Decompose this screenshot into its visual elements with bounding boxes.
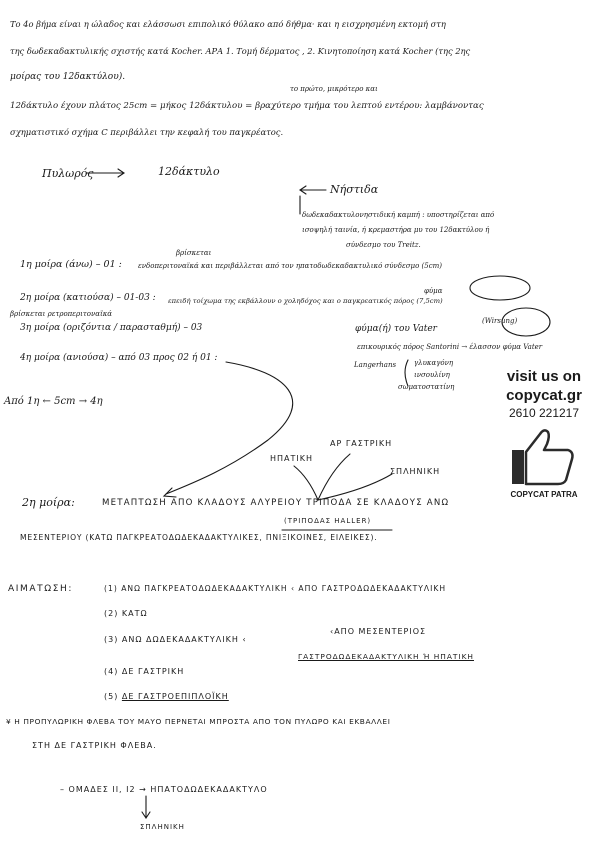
intro-line-4: το πρώτο, μικρότερο και	[290, 85, 378, 93]
intro-line-3: μοίρας του 12δακτύλου).	[10, 72, 126, 82]
ampulla-label: φύμα(ή) του Vater	[355, 324, 437, 334]
copycat-stamp	[488, 368, 595, 508]
jejunum-note-2: ισοψηλή ταινία, ή κρεμαστήρα μυ του 12δακτύλου ή	[302, 226, 490, 234]
supply-text-3: ΑΝΩ ΔΩΔΕΚΑΔΑΚΤΥΛΙΚΗ ‹	[121, 635, 247, 644]
stamp-phone: 2610 221217	[508, 406, 580, 420]
part1-text: ενδοπεριτοναϊκά και περιβάλλεται από τον ηπατοδωδεκαδακτυλικό σύνδεσμο (5cm)	[138, 262, 443, 270]
jejunum-note-3: σύνδεσμο του Treitz.	[346, 241, 421, 249]
wirsung-note: (Wirsung)	[482, 317, 518, 325]
supply-num-5: 5	[108, 692, 115, 701]
supply-text-2: ΚΑΤΩ	[121, 609, 148, 618]
haller-note: (ΤΡΙΠΟΔΑΣ HALLER)	[284, 517, 372, 525]
thumbs-up-icon	[510, 428, 576, 486]
supply-item-5: (5) ΔΕ ΓΑΣΤΡΟΕΠΙΠΛΟΪΚΗ	[104, 692, 229, 701]
part4-label: 4η μοίρα (ανιούσα) – από 03 προς 02 ή 01 :	[20, 353, 218, 363]
insulin-label: ινσουλίνη	[414, 371, 450, 379]
part1-label: 1η μοίρα (άνω) – 01 :	[20, 259, 122, 270]
length-note: Από 1η ← 5cm → 4η	[4, 396, 103, 407]
supply-num-2: 2	[108, 609, 115, 618]
part1-above: βρίσκεται	[176, 249, 212, 257]
duodenum-label: 12δάκτυλο	[158, 165, 220, 178]
arrow-gastric-label: ΑΡ ΓΑΣΤΡΙΚΗ	[330, 439, 393, 448]
arrow-hepatic-label: ΗΠΑΤΙΚΗ	[270, 454, 314, 463]
branch-hepatic-arrow	[294, 466, 318, 500]
supply-item-4: (4) ΔΕ ΓΑΣΤΡΙΚΗ	[104, 667, 185, 676]
supply-text-5: ΔΕ ΓΑΣΤΡΟΕΠΙΠΛΟΪΚΗ	[121, 692, 229, 701]
caps-line-1: ΜΕΤΑΠΤΩΣΗ ΑΠΟ ΚΛΑΔΟΥΣ ΑΛΥΡΕΙΟΥ ΤΡΙΠΟΔΑ ΣΕ ΚΛΑΔΟΥΣ ΑΝΩ	[102, 498, 450, 508]
somatostatin-label: σωματοστατίνη	[398, 383, 455, 391]
vein-line-1: ¥ Η ΠΡΟΠΥΛΩΡΙΚΗ ΦΛΕΒΑ ΤΟΥ ΜΑΥΟ ΠΕΡΝΕΤΑΙ ΜΠΡΟΣΤΑ ΑΠΟ ΤΟΝ ΠΥΛΩΡΟ ΚΑΙ ΕΚΒΑΛΛΕΙ	[6, 717, 391, 726]
jejunum-label: Νήστιδα	[330, 183, 379, 196]
intro-line-6: σχηματιστικό σχήμα C περιβάλλει την κεφαλή του παγκρέατος.	[10, 127, 284, 137]
arrow-splenic-label: ΣΠΛΗΝΙΚΗ	[390, 467, 441, 476]
langerhans-label: Langerhans	[354, 361, 397, 369]
spleniki-line: ΣΠΛΗΝΙΚΗ	[140, 823, 185, 831]
supply-item-2: (2) ΚΑΤΩ	[104, 609, 148, 618]
stamp-visit: visit us on	[506, 368, 582, 385]
intro-line-5: 12δάκτυλο έχουν πλάτος 25cm = μήκος 12δάκτυλου = βραχύτερο τμήμα του λεπτού εντέρου: λαμβάνοντας	[10, 101, 484, 111]
part2-circle	[502, 308, 550, 336]
omades-line: – ΟΜΑΔΕΣ II, I2 → ΗΠΑΤΟΔΩΔΕΚΑΔΑΚΤΥΛΟ	[60, 785, 268, 794]
supply-text-1: ΑΝΩ ΠΑΓΚΡΕΑΤΟΔΩΔΕΚΑΔΑΚΤΥΛΙΚΗ ‹ ΑΠΟ ΓΑΣΤΡΟΔΩΔΕΚΑΔΑΚΤΥΛΙΚΗ	[121, 584, 447, 593]
supply-num-3: 3	[108, 635, 115, 644]
glucagon-label: γλυκαγόνη	[414, 359, 454, 367]
ampulla-small: φύμα	[424, 287, 443, 295]
santorini-note: επικουρικός πόρος Santorini → έλασσον φύμα Vater	[357, 343, 543, 351]
part2-heading: 2η μοίρα:	[22, 496, 75, 509]
part2-text: επειδή τοίχωμα της εκβάλλουν ο χοληδόχος και ο παγκρεατικός πόρος (7,5cm)	[168, 297, 443, 305]
pylorus-label: Πυλωρός	[42, 167, 94, 180]
jejunum-note-1: δωδεκαδακτυλονηστιδική καμπή : υποστηρίζεται από	[302, 211, 495, 219]
from-mesentery: ‹ΑΠΟ ΜΕΣΕΝΤΕΡΙΟΣ	[330, 627, 427, 636]
caps-line-2: ΜΕΣΕΝΤΕΡΙΟΥ (ΚΑΤΩ ΠΑΓΚΡΕΑΤΟΔΩΔΕΚΑΔΑΚΤΥΛΙΚΕΣ, ΠΝΙΞΙΚΟΙΝΕΣ, ΕΙΛΕΙΚΕΣ).	[20, 533, 378, 542]
part1-circle	[470, 276, 530, 300]
supply-text-4: ΔΕ ΓΑΣΤΡΙΚΗ	[121, 667, 185, 676]
part2-label: 2η μοίρα (κατιούσα) – 01-03 :	[20, 293, 156, 303]
part3-label: 3η μοίρα (οριζόντια / παρασταθμή) – 03	[20, 323, 203, 333]
part2-sub: βρίσκεται ρετροπεριτοναϊκά	[10, 310, 113, 318]
supply-item-1: (1) ΑΝΩ ΠΑΓΚΡΕΑΤΟΔΩΔΕΚΑΔΑΚΤΥΛΙΚΗ ‹ ΑΠΟ ΓΑΣΤΡΟΔΩΔΕΚΑΔΑΚΤΥΛΙΚΗ	[104, 584, 447, 593]
stamp-brand: COPYCAT PATRA	[510, 490, 578, 499]
supply-num-4: 4	[108, 667, 115, 676]
supply-num-1: 1	[107, 584, 114, 593]
gastro-duo-note: ΓΑΣΤΡΟΔΩΔΕΚΑΔΑΚΤΥΛΙΚΗ Ή ΗΠΑΤΙΚΗ	[298, 652, 474, 661]
intro-line-2: της δωδεκαδακτυλικής σχιστής κατά Kocher. ΑΡΑ 1. Τομή δέρματος , 2. Κινητοποίηση κατά Kocher (της 2ης	[10, 46, 471, 56]
blood-supply-label: ΑΙΜΑΤΩΣΗ:	[8, 584, 73, 594]
supply-item-3: (3) ΑΝΩ ΔΩΔΕΚΑΔΑΚΤΥΛΙΚΗ ‹	[104, 635, 247, 644]
curve-arrow	[166, 362, 293, 494]
vein-line-2: ΣΤΗ ΔΕ ΓΑΣΤΡΙΚΗ ΦΛΕΒΑ.	[32, 741, 157, 750]
stamp-site: copycat.gr	[506, 387, 582, 404]
intro-line-1: Το 4ο βήμα είναι η ώλαδος και ελάσσωσι επιπολικό θύλακο από δήθμα· και η εισχρησμένη εκτομή στη	[10, 19, 446, 29]
